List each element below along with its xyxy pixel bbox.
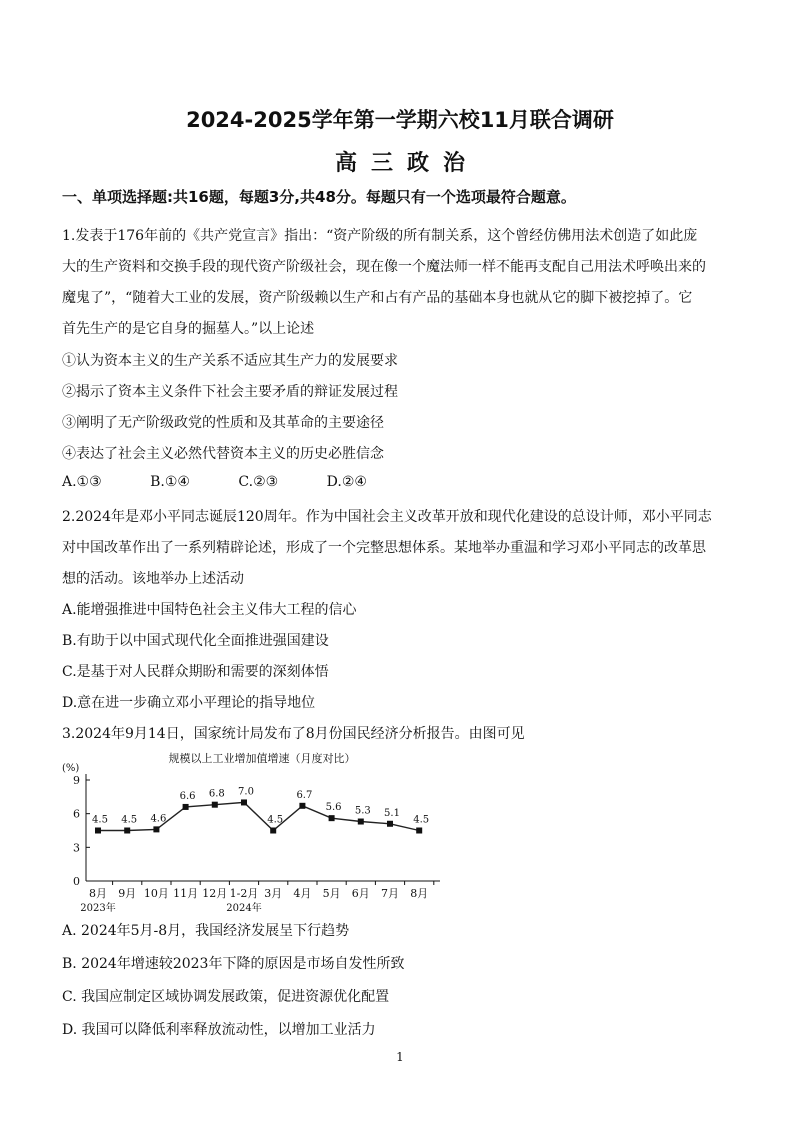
data-label: 4.5 — [92, 814, 108, 826]
q1-statement: ①认为资本主义的生产关系不适应其生产力的发展要求 — [62, 353, 398, 369]
q1-stem-line: 首先生产的是它自身的掘墓人。”以上论述 — [62, 321, 315, 337]
x-tick-label: 9月 — [118, 887, 137, 900]
q3-option-c[interactable]: C. 我国应制定区域协调发展政策，促进资源优化配置 — [62, 989, 390, 1005]
x-tick-label: 8月 — [410, 887, 429, 900]
y-tick-label: 9 — [73, 774, 80, 787]
q3-option-a[interactable]: A. 2024年5月-8月，我国经济发展呈下行趋势 — [62, 923, 350, 939]
q3-option-b[interactable]: B. 2024年增速较2023年下降的原因是市场自发性所致 — [62, 956, 405, 972]
q2-option-c[interactable]: C.是基于对人民群众期盼和需要的深刻体悟 — [62, 664, 329, 680]
q2-option-b[interactable]: B.有助于以中国式现代化全面推进强国建设 — [62, 633, 329, 649]
data-label: 5.6 — [325, 802, 342, 814]
data-label: 6.6 — [179, 790, 196, 802]
q2-option-a[interactable]: A.能增强推进中国特色社会主义伟大工程的信心 — [62, 602, 357, 618]
q3-stem-line: 3.2024年9月14日，国家统计局发布了8月份国民经济分析报告。由图可见 — [62, 726, 525, 742]
data-point — [153, 826, 159, 832]
q2-stem-line: 对中国改革作出了一系列精辟论述，形成了一个完整思想体系。某地举办重温和学习邓小平同志的改革思 — [62, 540, 706, 556]
x-tick-label: 6月 — [351, 887, 370, 900]
q2-option-d[interactable]: D.意在进一步确立邓小平理论的指导地位 — [62, 695, 316, 711]
q2-stem-line: 想的活动。该地举办上述活动 — [62, 571, 244, 587]
data-point — [387, 821, 393, 827]
q1-option-c[interactable]: C.②③ — [238, 474, 279, 490]
q2-stem-line: 2.2024年是邓小平同志诞辰120周年。作为中国社会主义改革开放和现代化建设的总设计师，邓小平同志 — [62, 509, 712, 525]
data-point — [183, 804, 189, 810]
data-point — [212, 802, 218, 808]
x-tick-label: 12月 — [202, 887, 228, 900]
x-tick-label: 7月 — [381, 887, 399, 900]
data-label: 4.5 — [267, 814, 284, 826]
exam-title: 2024-2025学年第一学期六校11月联合调研 — [186, 108, 614, 132]
x-tick-label: 5月 — [322, 887, 341, 900]
data-label: 4.5 — [121, 814, 138, 826]
q1-stem-line: 魔鬼了”，“随着大工业的发展，资产阶级赖以生产和占有产品的基础本身也就从它的脚下被挖掉了。它 — [62, 290, 693, 306]
q1-statement: ④表达了社会主义必然代替资本主义的历史必胜信念 — [62, 446, 384, 462]
q1-stem-line: 大的生产资料和交换手段的现代资产阶级社会，现在像一个魔法师一样不能再支配自己用法术呼唤出来的 — [62, 259, 706, 275]
chart-title: 规模以上工业增加值增速（月度对比） — [168, 752, 356, 765]
q1-option-b[interactable]: B.①④ — [150, 474, 190, 490]
year-label-2024: 2024年 — [226, 903, 262, 914]
x-tick-label: 10月 — [143, 887, 169, 900]
data-label: 5.3 — [354, 805, 371, 817]
data-label: 6.7 — [296, 789, 313, 801]
data-point — [299, 803, 305, 809]
data-point — [124, 828, 130, 834]
data-label: 5.1 — [384, 807, 400, 819]
q1-option-a[interactable]: A.①③ — [62, 474, 102, 490]
year-label-2023: 2023年 — [80, 903, 116, 914]
y-axis-label: (%) — [62, 763, 80, 774]
x-tick-label: 3月 — [264, 887, 283, 900]
data-point — [416, 828, 422, 834]
x-tick-label: 8月 — [89, 887, 107, 900]
industrial-growth-chart — [62, 746, 452, 916]
x-tick-label: 4月 — [293, 887, 312, 900]
q1-stem-line: 1.发表于176年前的《共产党宣言》指出：“资产阶级的所有制关系，这个曾经仿佛用法术创造了如此庞 — [62, 228, 698, 244]
data-point — [95, 828, 101, 834]
q1-statement: ②揭示了资本主义条件下社会主要矛盾的辩证发展过程 — [62, 384, 398, 400]
data-label: 6.8 — [208, 788, 225, 800]
y-tick-label: 6 — [73, 807, 80, 821]
data-point — [358, 819, 364, 825]
q3-option-d[interactable]: D. 我国可以降低利率释放流动性，以增加工业活力 — [62, 1022, 376, 1038]
data-point — [270, 828, 276, 834]
data-label: 4.5 — [413, 814, 430, 826]
x-tick-label: 1-2月 — [229, 887, 259, 900]
exam-subject: 高三政治 — [334, 151, 479, 176]
q1-options — [62, 474, 367, 490]
x-tick-label: 11月 — [173, 887, 199, 900]
q1-option-d[interactable]: D.②④ — [326, 474, 367, 490]
q1-statement: ③阐明了无产阶级政党的性质和及其革命的主要途径 — [62, 415, 384, 431]
data-point — [329, 815, 335, 821]
y-tick-label: 3 — [73, 841, 80, 855]
series-line — [98, 802, 419, 830]
data-point — [241, 799, 247, 805]
line-chart-svg — [62, 746, 452, 916]
data-label: 4.6 — [150, 813, 167, 825]
data-label: 7.0 — [238, 786, 254, 798]
y-tick-label: 0 — [73, 875, 80, 888]
page-number: 1 — [396, 1050, 404, 1064]
section-heading: 一、单项选择题:共16题，每题3分,共48分。每题只有一个选项最符合题意。 — [62, 188, 576, 206]
